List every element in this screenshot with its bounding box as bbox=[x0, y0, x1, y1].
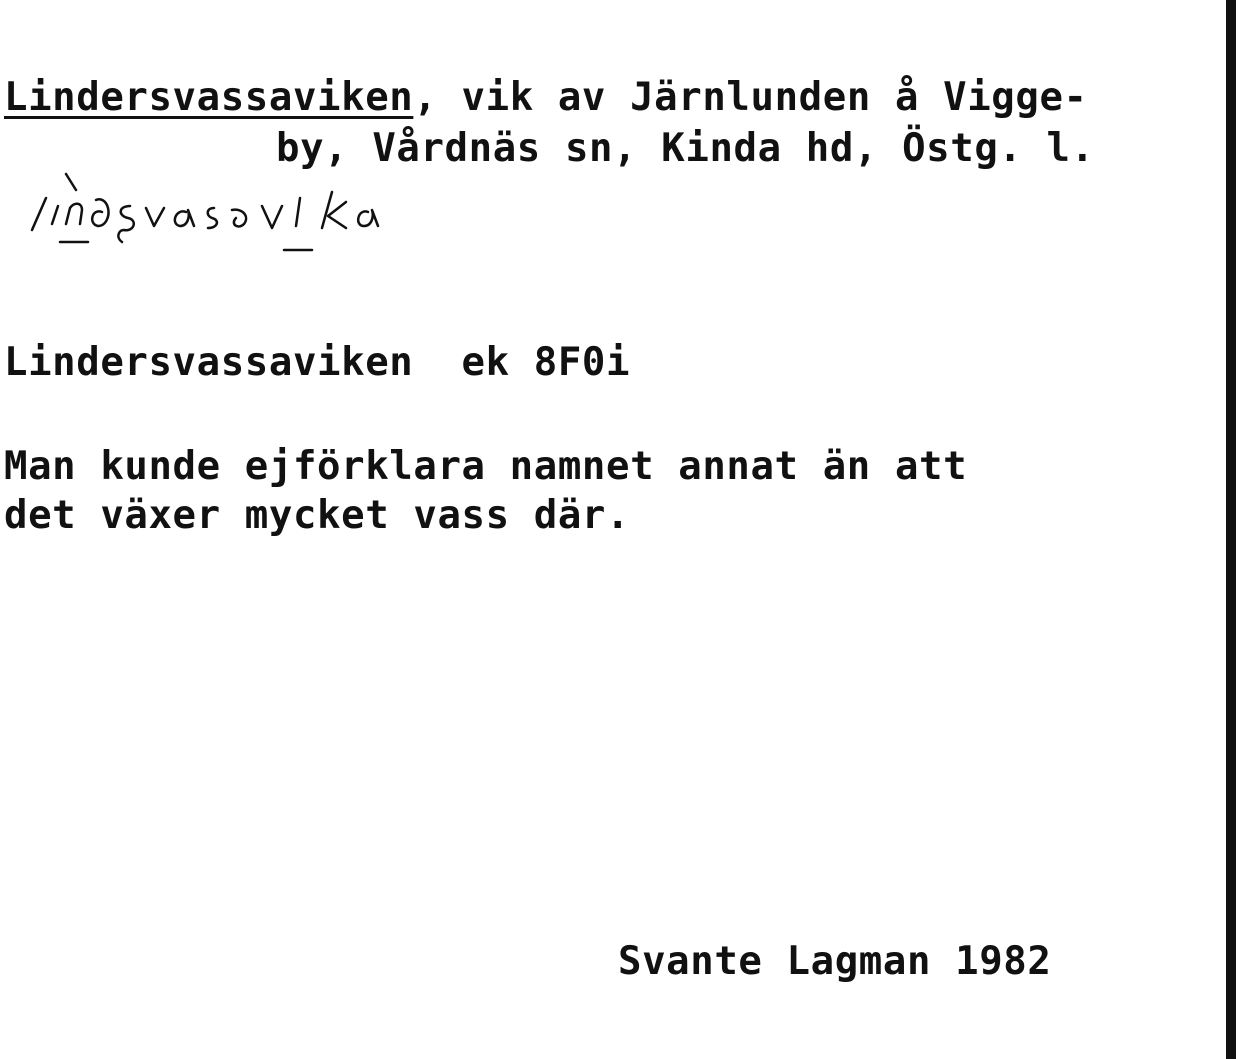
card-edge-line bbox=[1226, 0, 1236, 1059]
definition-line-1-rest: , vik av Järnlunden å Vigge- bbox=[413, 75, 1088, 120]
handwritten-pronunciation bbox=[30, 172, 490, 267]
headword: Lindersvassaviken bbox=[4, 75, 414, 120]
classification-line: Lindersvassaviken ek 8F0i bbox=[4, 340, 631, 385]
definition-line-1 bbox=[4, 75, 1088, 120]
note-line-1: Man kunde ejförklara namnet annat än att bbox=[4, 444, 968, 489]
definition-line-2: by, Vårdnäs sn, Kinda hd, Östg. l. bbox=[276, 126, 1095, 171]
signature: Svante Lagman 1982 bbox=[618, 939, 1052, 984]
note-line-2: det växer mycket vass där. bbox=[4, 493, 631, 538]
